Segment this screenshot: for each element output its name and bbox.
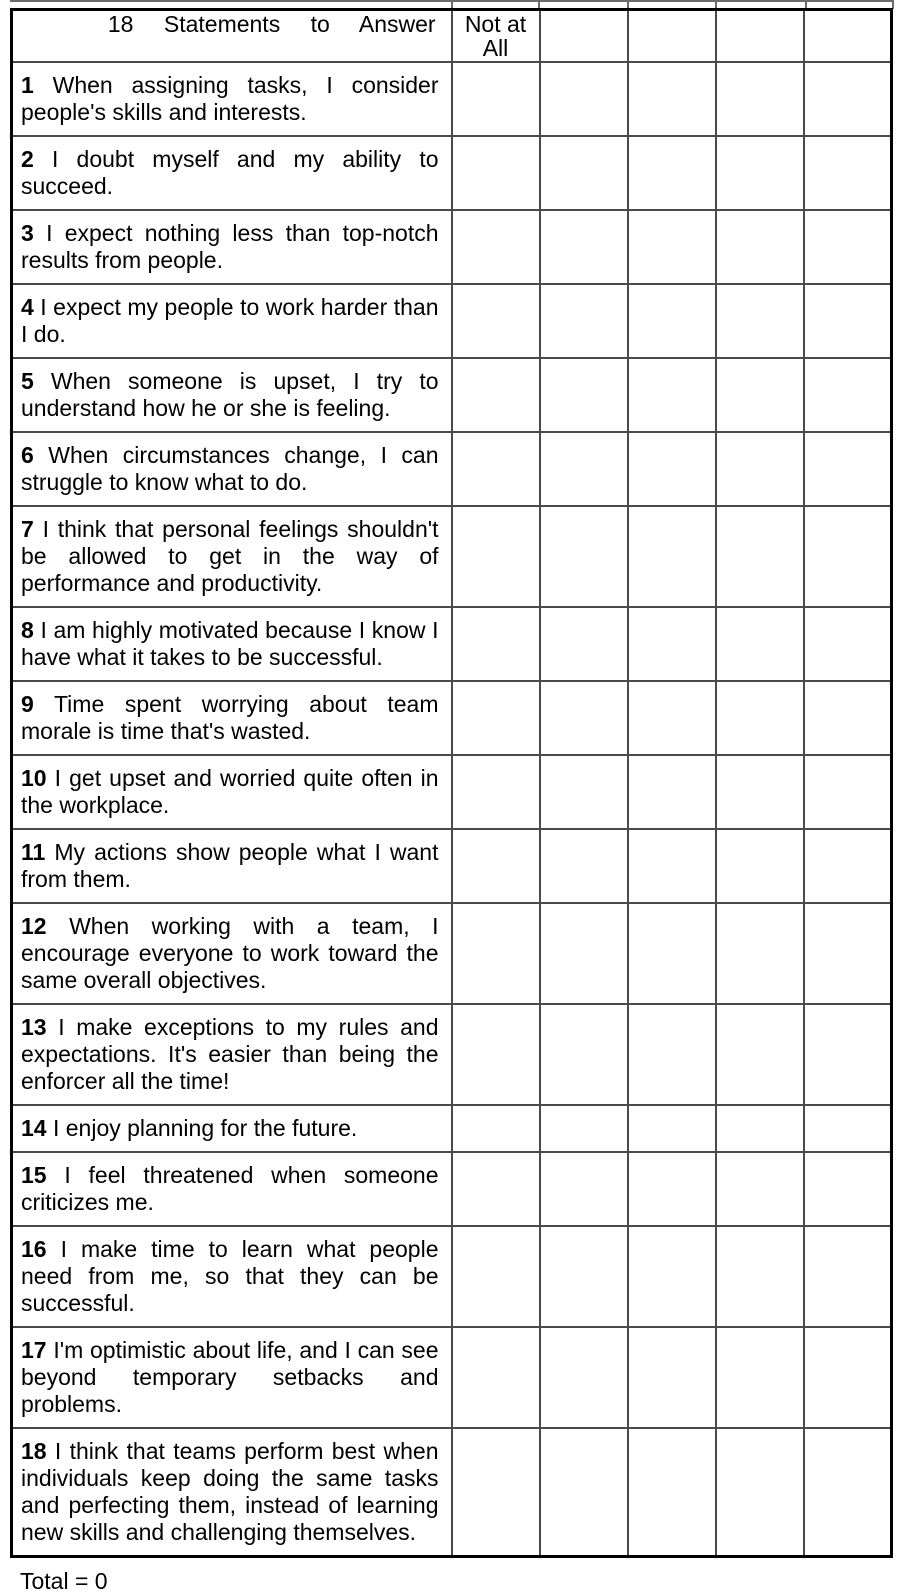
statement-number: 6 bbox=[21, 442, 34, 468]
answer-cell[interactable] bbox=[452, 755, 540, 829]
statements-table-body bbox=[12, 62, 892, 1557]
statement-row bbox=[12, 210, 892, 284]
statement-number: 12 bbox=[21, 913, 47, 939]
statement-text: I think that teams perform best when individuals keep doing the same tasks and perfecting them, instead of learning new skills and challenging themselves. bbox=[21, 1438, 439, 1545]
answer-cell[interactable] bbox=[452, 1327, 540, 1428]
answer-cell[interactable] bbox=[716, 829, 804, 903]
answer-cell[interactable] bbox=[452, 284, 540, 358]
statement-row bbox=[12, 755, 892, 829]
statement-row bbox=[12, 62, 892, 136]
answer-cell[interactable] bbox=[452, 1226, 540, 1327]
answer-cell[interactable] bbox=[804, 681, 892, 755]
statement-text: I feel threatened when someone criticizes me. bbox=[21, 1162, 439, 1215]
answer-cell[interactable] bbox=[804, 903, 892, 1004]
statement-number: 18 bbox=[21, 1438, 47, 1464]
statement-cell bbox=[12, 681, 452, 755]
answer-cell[interactable] bbox=[716, 1428, 804, 1557]
answer-cell[interactable] bbox=[804, 829, 892, 903]
answer-cell[interactable] bbox=[716, 607, 804, 681]
statement-text: My actions show people what I want from them. bbox=[21, 839, 439, 892]
statement-text: I make exceptions to my rules and expectations. It's easier than being the enforcer all the time! bbox=[21, 1014, 439, 1094]
statement-row bbox=[12, 1105, 892, 1152]
answer-cell[interactable] bbox=[628, 358, 716, 432]
statement-number: 1 bbox=[21, 72, 34, 98]
total-score: Total = 0 bbox=[20, 1568, 108, 1594]
statement-row bbox=[12, 903, 892, 1004]
statement-number: 15 bbox=[21, 1162, 47, 1188]
answer-column-header-not-at-all: Not at All bbox=[452, 10, 540, 63]
answer-cell[interactable] bbox=[540, 681, 628, 755]
statement-number: 17 bbox=[21, 1337, 47, 1363]
answer-cell[interactable] bbox=[628, 755, 716, 829]
answer-cell[interactable] bbox=[716, 1004, 804, 1105]
answer-cell[interactable] bbox=[452, 903, 540, 1004]
statement-number: 14 bbox=[21, 1115, 47, 1141]
statement-text: I'm optimistic about life, and I can see beyond temporary setbacks and problems. bbox=[21, 1337, 439, 1417]
answer-cell[interactable] bbox=[716, 358, 804, 432]
header-row bbox=[12, 10, 892, 63]
answer-cell[interactable] bbox=[540, 358, 628, 432]
answer-cell[interactable] bbox=[804, 284, 892, 358]
answer-cell[interactable] bbox=[716, 1152, 804, 1226]
statement-row bbox=[12, 1152, 892, 1226]
answer-cell[interactable] bbox=[540, 829, 628, 903]
answer-cell[interactable] bbox=[804, 1226, 892, 1327]
statement-row bbox=[12, 607, 892, 681]
statement-row bbox=[12, 358, 892, 432]
answer-cell[interactable] bbox=[540, 1226, 628, 1327]
answer-column-header bbox=[540, 10, 628, 63]
statement-number: 16 bbox=[21, 1236, 47, 1262]
statement-row bbox=[12, 432, 892, 506]
statement-text: I make time to learn what people need from me, so that they can be successful. bbox=[21, 1236, 439, 1316]
answer-cell[interactable] bbox=[716, 432, 804, 506]
answer-cell[interactable] bbox=[540, 432, 628, 506]
answer-column-header bbox=[804, 10, 892, 63]
statement-number: 4 bbox=[21, 294, 34, 320]
answer-cell[interactable] bbox=[628, 506, 716, 607]
answer-cell[interactable] bbox=[452, 210, 540, 284]
answer-cell[interactable] bbox=[628, 903, 716, 1004]
answer-cell[interactable] bbox=[804, 210, 892, 284]
answer-cell[interactable] bbox=[540, 136, 628, 210]
statement-number: 5 bbox=[21, 368, 34, 394]
answer-cell[interactable] bbox=[716, 1226, 804, 1327]
statement-text: I enjoy planning for the future. bbox=[52, 1115, 358, 1141]
answer-cell[interactable] bbox=[628, 210, 716, 284]
statement-cell bbox=[12, 1226, 452, 1327]
answer-cell[interactable] bbox=[804, 755, 892, 829]
answer-cell[interactable] bbox=[804, 358, 892, 432]
answer-cell[interactable] bbox=[804, 1105, 892, 1152]
statement-text: When working with a team, I encourage everyone to work toward the same overall objectives. bbox=[21, 913, 439, 993]
statement-cell bbox=[12, 1004, 452, 1105]
answer-cell[interactable] bbox=[716, 755, 804, 829]
answer-cell[interactable] bbox=[452, 136, 540, 210]
statement-cell bbox=[12, 432, 452, 506]
answer-cell[interactable] bbox=[452, 358, 540, 432]
statement-row bbox=[12, 1004, 892, 1105]
answer-cell[interactable] bbox=[452, 506, 540, 607]
statement-text: When circumstances change, I can struggle to know what to do. bbox=[21, 442, 439, 495]
statement-text: I think that personal feelings shouldn't be allowed to get in the way of performance and productivity. bbox=[21, 516, 439, 596]
answer-cell[interactable] bbox=[628, 62, 716, 136]
answer-cell[interactable] bbox=[804, 506, 892, 607]
statement-text: When assigning tasks, I consider people's skills and interests. bbox=[21, 72, 439, 125]
answer-cell[interactable] bbox=[628, 829, 716, 903]
statement-cell bbox=[12, 62, 452, 136]
answer-cell[interactable] bbox=[452, 829, 540, 903]
answer-cell[interactable] bbox=[628, 1152, 716, 1226]
statement-cell bbox=[12, 1152, 452, 1226]
answer-cell[interactable] bbox=[452, 607, 540, 681]
answer-cell[interactable] bbox=[452, 1004, 540, 1105]
answer-cell[interactable] bbox=[628, 1428, 716, 1557]
statement-number: 8 bbox=[21, 617, 34, 643]
statement-cell bbox=[12, 358, 452, 432]
statement-number: 7 bbox=[21, 516, 34, 542]
statement-number: 11 bbox=[21, 839, 46, 865]
answer-cell[interactable] bbox=[540, 1428, 628, 1557]
answer-cell[interactable] bbox=[540, 210, 628, 284]
answer-cell[interactable] bbox=[716, 1105, 804, 1152]
answer-cell[interactable] bbox=[452, 62, 540, 136]
answer-cell[interactable] bbox=[716, 136, 804, 210]
answer-cell[interactable] bbox=[540, 755, 628, 829]
answer-column-header bbox=[628, 10, 716, 63]
answer-cell[interactable] bbox=[540, 607, 628, 681]
answer-column-header bbox=[716, 10, 804, 63]
answer-cell[interactable] bbox=[452, 1105, 540, 1152]
statement-text: I am highly motivated because I know I have what it takes to be successful. bbox=[21, 617, 439, 670]
answer-cell[interactable] bbox=[804, 607, 892, 681]
statement-cell bbox=[12, 210, 452, 284]
answer-cell[interactable] bbox=[716, 62, 804, 136]
statement-row bbox=[12, 1327, 892, 1428]
statement-number: 3 bbox=[21, 220, 34, 246]
answer-cell[interactable] bbox=[540, 1105, 628, 1152]
statements-column-header: 18 Statements to Answer bbox=[12, 10, 452, 63]
answer-cell[interactable] bbox=[540, 1004, 628, 1105]
statement-cell bbox=[12, 829, 452, 903]
answer-cell[interactable] bbox=[716, 506, 804, 607]
statement-cell bbox=[12, 506, 452, 607]
statement-cell bbox=[12, 136, 452, 210]
answer-cell[interactable] bbox=[628, 1226, 716, 1327]
statement-row bbox=[12, 681, 892, 755]
answer-cell[interactable] bbox=[628, 432, 716, 506]
answer-cell[interactable] bbox=[628, 1327, 716, 1428]
statement-row bbox=[12, 284, 892, 358]
answer-cell[interactable] bbox=[804, 62, 892, 136]
statement-cell bbox=[12, 607, 452, 681]
statement-row bbox=[12, 829, 892, 903]
answer-cell[interactable] bbox=[804, 1004, 892, 1105]
answer-cell[interactable] bbox=[716, 681, 804, 755]
answer-cell[interactable] bbox=[452, 1428, 540, 1557]
statement-row bbox=[12, 1226, 892, 1327]
answer-cell[interactable] bbox=[628, 607, 716, 681]
answer-cell[interactable] bbox=[716, 903, 804, 1004]
answer-cell[interactable] bbox=[804, 136, 892, 210]
statement-row bbox=[12, 506, 892, 607]
answer-cell[interactable] bbox=[804, 1327, 892, 1428]
answer-cell[interactable] bbox=[540, 62, 628, 136]
statement-text: I expect nothing less than top-notch results from people. bbox=[21, 220, 439, 273]
answer-cell[interactable] bbox=[628, 1004, 716, 1105]
answer-cell[interactable] bbox=[628, 284, 716, 358]
statement-number: 13 bbox=[21, 1014, 47, 1040]
answer-cell[interactable] bbox=[452, 681, 540, 755]
answer-cell[interactable] bbox=[628, 136, 716, 210]
answer-cell[interactable] bbox=[804, 1152, 892, 1226]
answer-cell[interactable] bbox=[452, 432, 540, 506]
statement-cell bbox=[12, 755, 452, 829]
statement-text: I get upset and worried quite often in the workplace. bbox=[21, 765, 439, 818]
statement-number: 10 bbox=[21, 765, 47, 791]
statement-text: I expect my people to work harder than I do. bbox=[21, 294, 439, 347]
statement-text: I doubt myself and my ability to succeed. bbox=[21, 146, 439, 199]
quiz-container bbox=[10, 8, 893, 1594]
statement-number: 9 bbox=[21, 691, 34, 717]
answer-cell[interactable] bbox=[540, 1327, 628, 1428]
answer-cell[interactable] bbox=[540, 1152, 628, 1226]
statement-text: Time spent worrying about team morale is time that's wasted. bbox=[21, 691, 439, 744]
answer-cell[interactable] bbox=[540, 506, 628, 607]
answer-cell[interactable] bbox=[804, 432, 892, 506]
statement-cell bbox=[12, 1428, 452, 1557]
answer-cell[interactable] bbox=[804, 1428, 892, 1557]
answer-cell[interactable] bbox=[716, 284, 804, 358]
statement-cell bbox=[12, 284, 452, 358]
answer-cell[interactable] bbox=[452, 1152, 540, 1226]
statement-row bbox=[12, 136, 892, 210]
statement-cell bbox=[12, 1327, 452, 1428]
answer-cell[interactable] bbox=[628, 1105, 716, 1152]
statement-row bbox=[12, 1428, 892, 1557]
answer-cell[interactable] bbox=[716, 210, 804, 284]
answer-cell[interactable] bbox=[628, 681, 716, 755]
answer-cell[interactable] bbox=[540, 284, 628, 358]
statement-cell bbox=[12, 903, 452, 1004]
answer-cell[interactable] bbox=[716, 1327, 804, 1428]
statement-cell bbox=[12, 1105, 452, 1152]
statement-text: When someone is upset, I try to understand how he or she is feeling. bbox=[21, 368, 439, 421]
statements-quiz-table bbox=[10, 8, 893, 1558]
answer-cell[interactable] bbox=[540, 903, 628, 1004]
statement-number: 2 bbox=[21, 146, 34, 172]
